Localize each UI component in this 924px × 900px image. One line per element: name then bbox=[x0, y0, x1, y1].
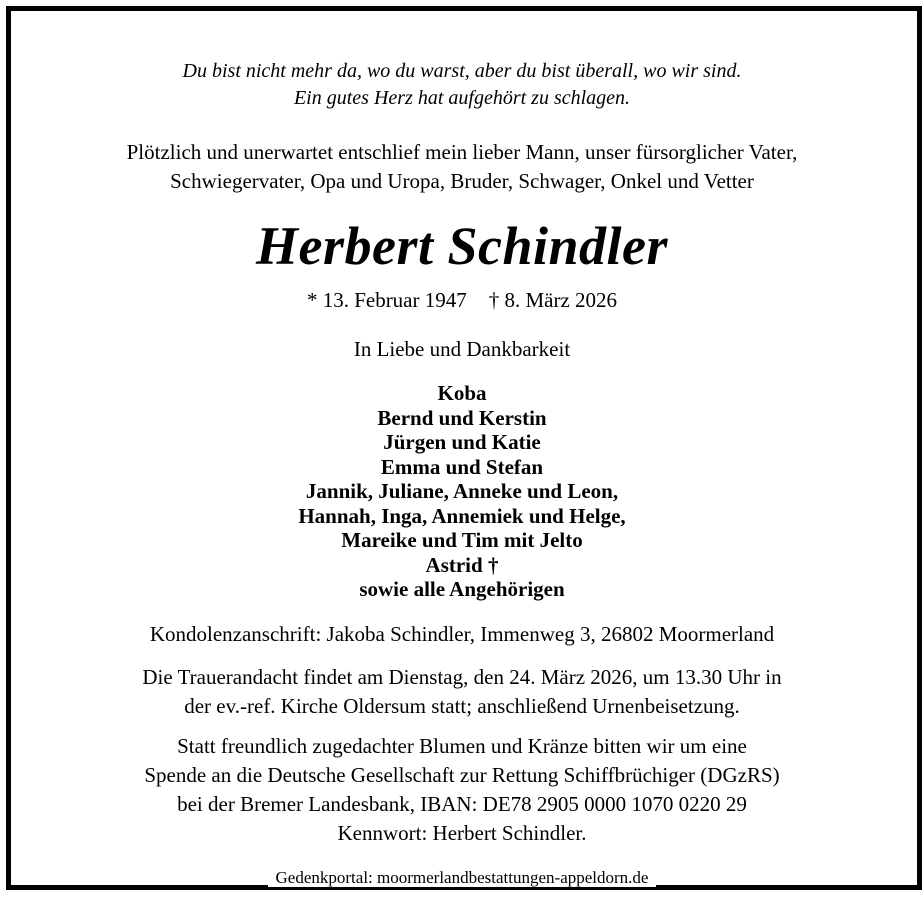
intro-line: Plötzlich und unerwartet entschlief mein lieber Mann, unser fürsorglicher Vater, bbox=[126, 140, 798, 164]
service-line: Die Trauerandacht findet am Dienstag, den 24. März 2026, um 13.30 Uhr in bbox=[142, 665, 782, 689]
donation-line: bei der Bremer Landesbank, IBAN: DE78 2905 0000 1070 0220 29 bbox=[177, 792, 747, 816]
donation-info bbox=[0, 732, 924, 848]
intro-line: Schwiegervater, Opa und Uropa, Bruder, Schwager, Onkel und Vetter bbox=[170, 169, 754, 193]
family-member: sowie alle Angehörigen bbox=[359, 577, 565, 601]
family-member: Bernd und Kerstin bbox=[377, 405, 547, 430]
motto-line: Ein gutes Herz hat aufgehört zu schlagen. bbox=[293, 87, 631, 109]
family-member: Koba bbox=[437, 381, 487, 405]
birth-date: * 13. Februar 1947 bbox=[306, 288, 467, 312]
condolence-address: Kondolenzanschrift: Jakoba Schindler, Immenweg 3, 26802 Moormerland bbox=[149, 622, 775, 646]
motto-quote bbox=[0, 58, 924, 112]
family-member: Hannah, Inga, Annemiek und Helge, bbox=[298, 503, 626, 528]
service-line: der ev.-ref. Kirche Oldersum statt; anschließend Urnenbeisetzung. bbox=[184, 694, 740, 718]
deceased-name: Herbert Schindler bbox=[255, 216, 669, 276]
dedication: In Liebe und Dankbarkeit bbox=[353, 337, 571, 361]
donation-line: Spende an die Deutsche Gesellschaft zur Rettung Schiffbrüchiger (DGzRS) bbox=[144, 763, 780, 787]
family-member: Mareike und Tim mit Jelto bbox=[341, 528, 583, 552]
family-list bbox=[0, 381, 924, 602]
service-info bbox=[0, 663, 924, 721]
death-date: † 8. März 2026 bbox=[488, 288, 618, 312]
family-member: Jürgen und Katie bbox=[383, 430, 541, 454]
intro-text bbox=[0, 138, 924, 196]
family-member: Emma und Stefan bbox=[380, 454, 544, 479]
family-member: Astrid † bbox=[425, 552, 499, 577]
memorial-portal bbox=[0, 866, 924, 890]
donation-line: Kennwort: Herbert Schindler. bbox=[337, 821, 587, 845]
memorial-portal-link[interactable]: Gedenkportal: moormerlandbestattungen-appeldorn.de bbox=[268, 868, 657, 887]
motto-line: Du bist nicht mehr da, wo du warst, aber du bist überall, wo wir sind. bbox=[182, 60, 742, 82]
life-dates bbox=[0, 285, 924, 315]
family-member: Jannik, Juliane, Anneke und Leon, bbox=[305, 479, 619, 503]
donation-line: Statt freundlich zugedachter Blumen und Kränze bitten wir um eine bbox=[177, 734, 747, 758]
